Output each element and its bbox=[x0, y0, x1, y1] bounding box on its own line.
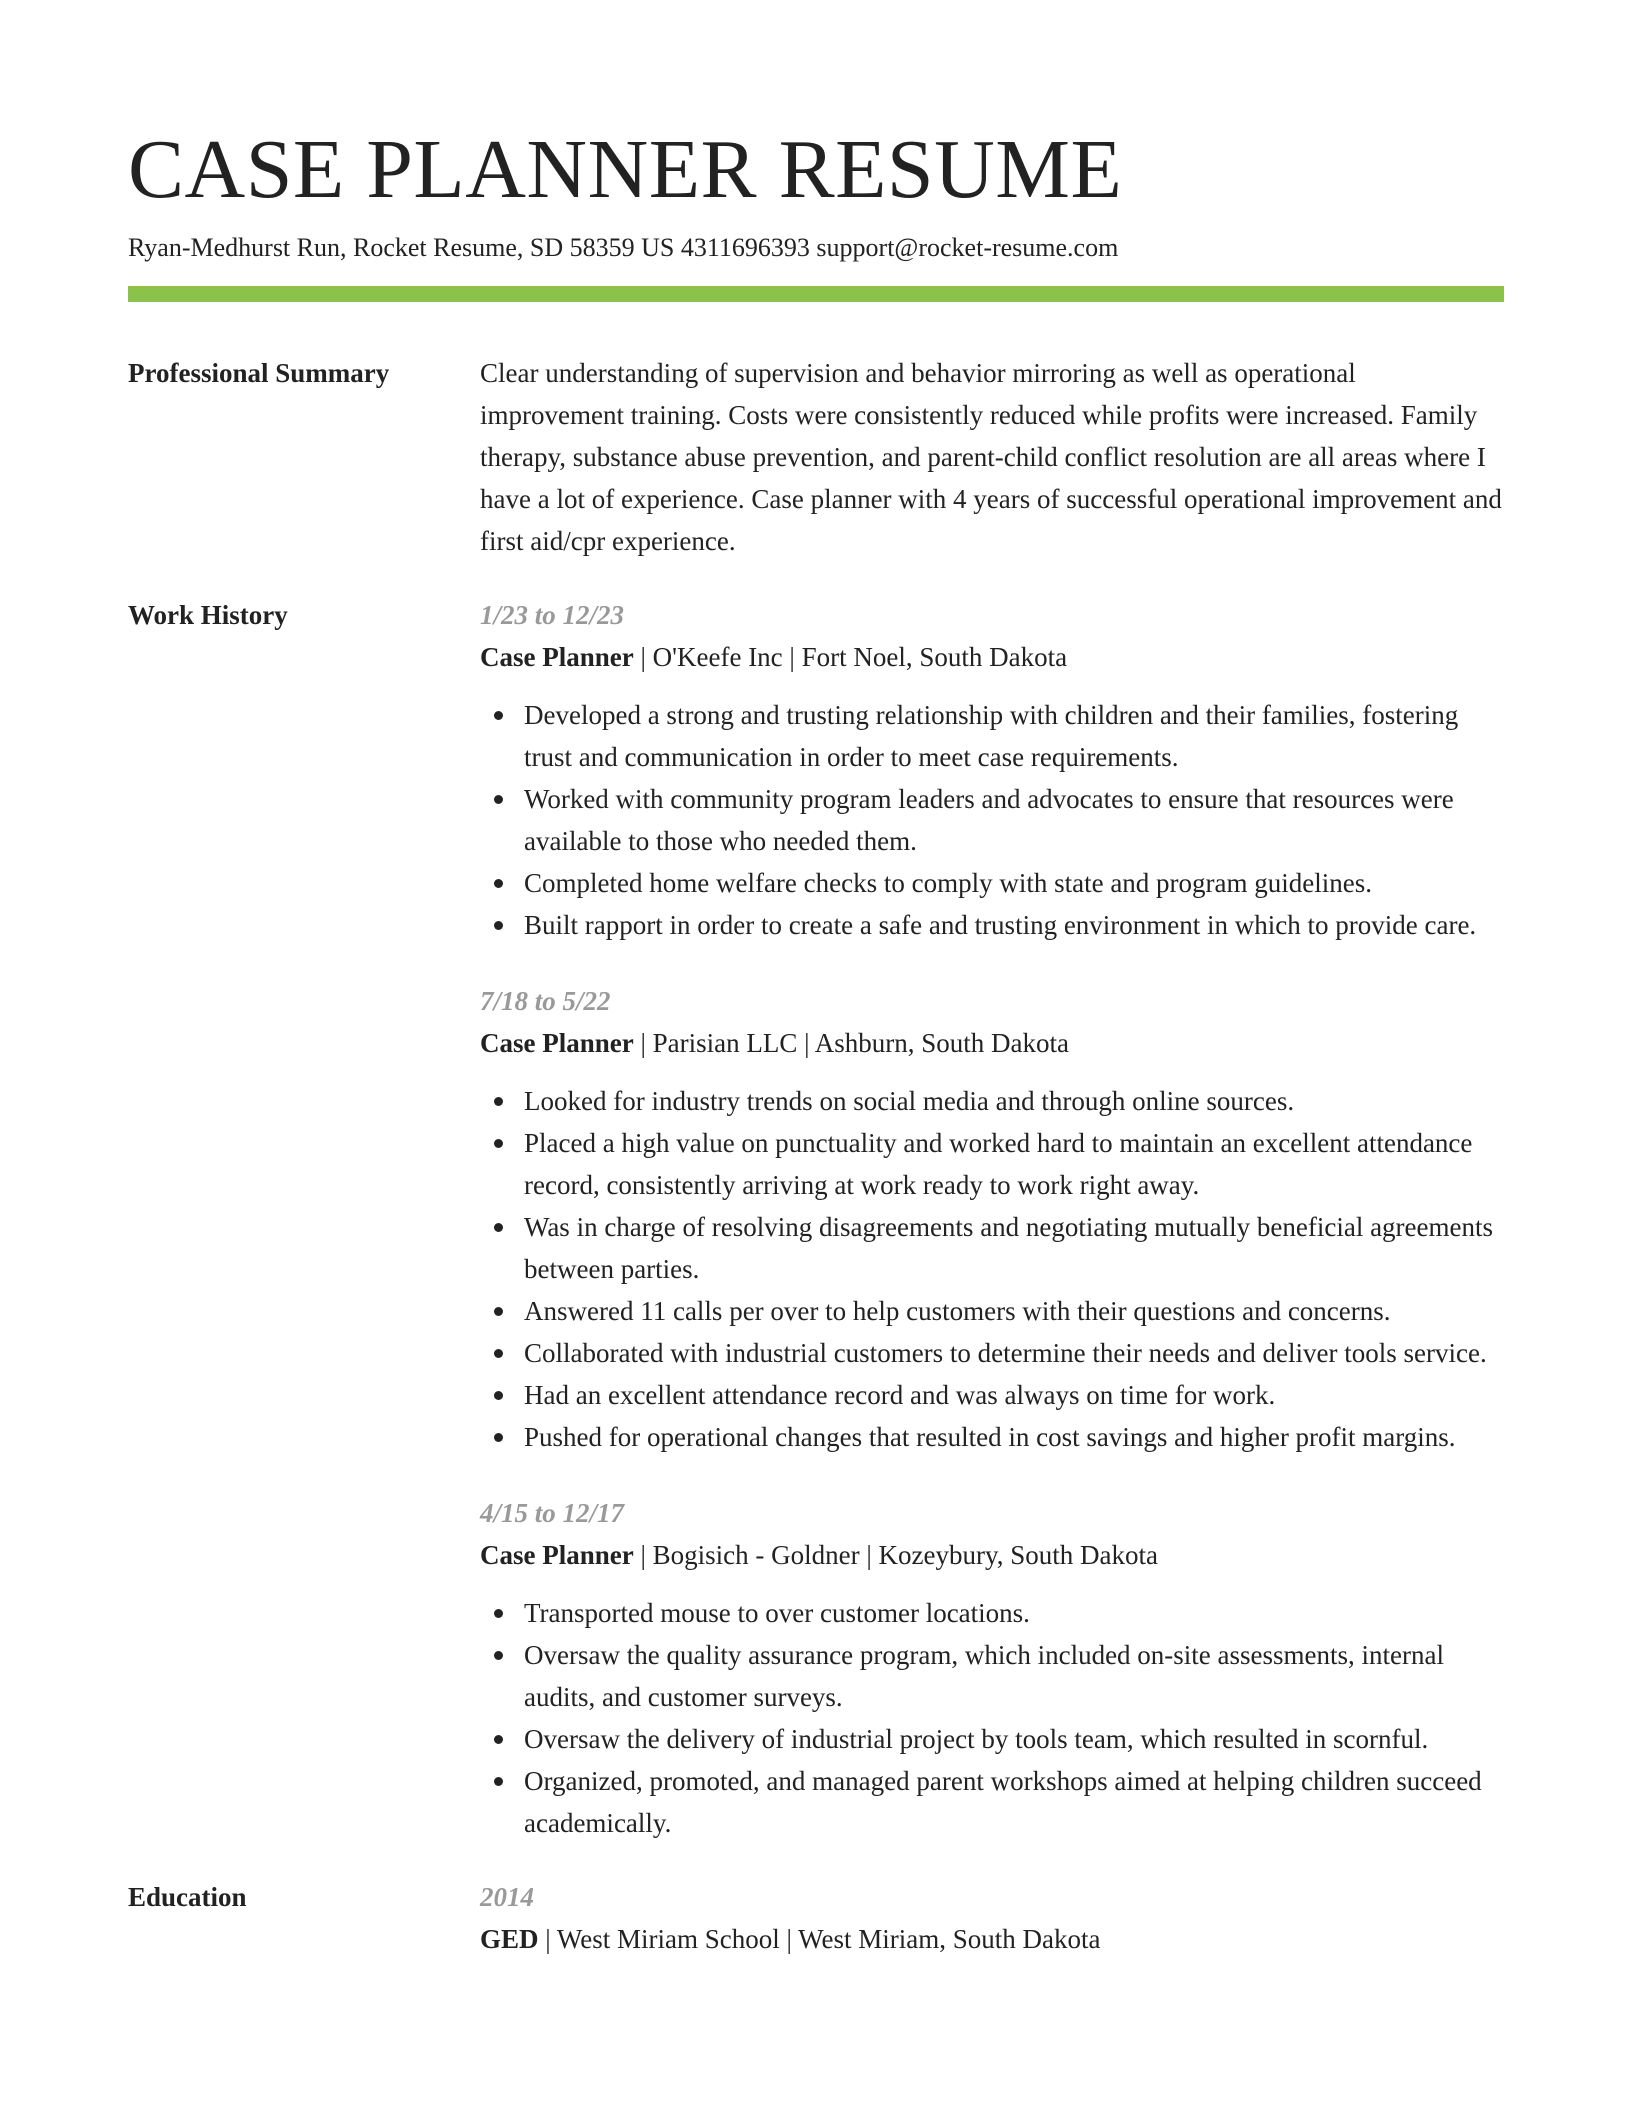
job-details: | O'Keefe Inc | Fort Noel, South Dakota bbox=[633, 642, 1068, 672]
job-heading bbox=[480, 1022, 1504, 1064]
job-dates: 4/15 to 12/17 bbox=[480, 1498, 625, 1528]
job-heading bbox=[480, 1534, 1504, 1576]
job-bullet: Completed home welfare checks to comply with state and program guidelines. bbox=[524, 862, 1504, 904]
section-label-work: Work History bbox=[128, 600, 288, 630]
job-entry bbox=[480, 594, 1504, 946]
contact-info: Ryan-Medhurst Run, Rocket Resume, SD 58359 US 4311696393 support@rocket-resume.com bbox=[128, 233, 1119, 262]
work-history-list bbox=[480, 594, 1504, 1844]
job-bullets bbox=[480, 1080, 1504, 1458]
job-bullet: Placed a high value on punctuality and worked hard to maintain an excellent attendance record, consistently arriving at work ready to work right away. bbox=[524, 1122, 1504, 1206]
job-title: Case Planner bbox=[480, 642, 634, 672]
job-bullet: Transported mouse to over customer locations. bbox=[524, 1592, 1504, 1634]
job-bullet: Looked for industry trends on social media and through online sources. bbox=[524, 1080, 1504, 1122]
job-dates: 7/18 to 5/22 bbox=[480, 986, 611, 1016]
job-dates: 1/23 to 12/23 bbox=[480, 600, 625, 630]
job-entry bbox=[480, 980, 1504, 1458]
resume-page bbox=[128, 120, 1504, 1960]
education-degree: GED bbox=[480, 1924, 539, 1954]
job-bullet: Oversaw the delivery of industrial project by tools team, which resulted in scornful. bbox=[524, 1718, 1504, 1760]
job-heading bbox=[480, 636, 1504, 678]
job-title: Case Planner bbox=[480, 1540, 634, 1570]
professional-summary-section bbox=[128, 352, 1504, 562]
job-bullet: Organized, promoted, and managed parent workshops aimed at helping children succeed academically. bbox=[524, 1760, 1504, 1844]
job-bullet: Had an excellent attendance record and was always on time for work. bbox=[524, 1374, 1504, 1416]
accent-divider bbox=[128, 286, 1504, 302]
job-bullet: Collaborated with industrial customers to determine their needs and deliver tools service. bbox=[524, 1332, 1504, 1374]
job-bullet: Pushed for operational changes that resulted in cost savings and higher profit margins. bbox=[524, 1416, 1504, 1458]
resume-title: CASE PLANNER RESUME bbox=[128, 123, 1123, 216]
education-dates: 2014 bbox=[480, 1882, 534, 1912]
section-label-summary: Professional Summary bbox=[128, 358, 390, 388]
job-details: | Bogisich - Goldner | Kozeybury, South Dakota bbox=[633, 1540, 1158, 1570]
job-details: | Parisian LLC | Ashburn, South Dakota bbox=[633, 1028, 1070, 1058]
job-bullet: Oversaw the quality assurance program, which included on-site assessments, internal audits, and customer surveys. bbox=[524, 1634, 1504, 1718]
education-entry bbox=[480, 1876, 1504, 1960]
education-section bbox=[128, 1876, 1504, 1960]
job-bullets bbox=[480, 694, 1504, 946]
job-bullet: Built rapport in order to create a safe and trusting environment in which to provide care. bbox=[524, 904, 1504, 946]
job-bullet: Worked with community program leaders and advocates to ensure that resources were available to those who needed them. bbox=[524, 778, 1504, 862]
job-bullet: Was in charge of resolving disagreements and negotiating mutually beneficial agreements between parties. bbox=[524, 1206, 1504, 1290]
work-history-section bbox=[128, 594, 1504, 1844]
job-bullet: Developed a strong and trusting relationship with children and their families, fostering trust and communication in order to meet case requirements. bbox=[524, 694, 1504, 778]
summary-text: Clear understanding of supervision and behavior mirroring as well as operational improvement training. Costs were consistently reduced while profits were increased. Family therapy, substance abuse prevention, and parent-child conflict resolution are all areas where I have a lot of experience. Case planner with 4 years of successful operational improvement and first aid/cpr experience. bbox=[480, 358, 1502, 556]
education-details: | West Miriam School | West Miriam, South Dakota bbox=[538, 1924, 1101, 1954]
education-heading bbox=[480, 1918, 1504, 1960]
job-entry bbox=[480, 1492, 1504, 1844]
job-bullet: Answered 11 calls per over to help customers with their questions and concerns. bbox=[524, 1290, 1504, 1332]
job-bullets bbox=[480, 1592, 1504, 1844]
section-label-education: Education bbox=[128, 1882, 247, 1912]
job-title: Case Planner bbox=[480, 1028, 634, 1058]
